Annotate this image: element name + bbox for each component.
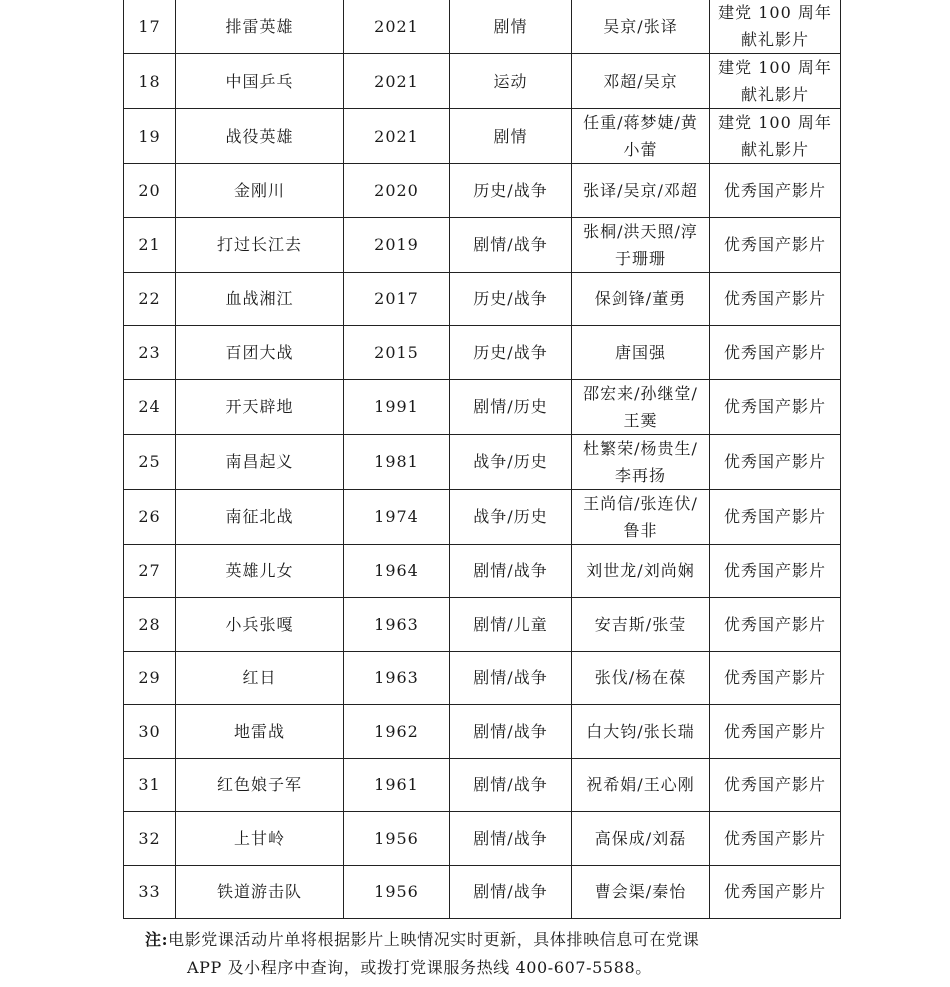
film-year: 1961: [344, 758, 450, 812]
film-genre: 历史/战争: [450, 272, 572, 326]
film-actors: 高保成/刘磊: [572, 812, 710, 866]
film-actors: 祝希娟/王心刚: [572, 758, 710, 812]
film-number: 28: [124, 598, 176, 652]
film-year: 2021: [344, 0, 450, 54]
film-note: 优秀国产影片: [710, 379, 841, 434]
film-note: 优秀国产影片: [710, 434, 841, 489]
table-row: [124, 109, 841, 164]
film-genre: 剧情/儿童: [450, 598, 572, 652]
table-row: [124, 54, 841, 109]
film-number: 19: [124, 109, 176, 164]
film-genre: 剧情/战争: [450, 812, 572, 866]
film-number: 23: [124, 326, 176, 380]
table-row: [124, 651, 841, 705]
film-actors: 保剑锋/董勇: [572, 272, 710, 326]
film-number: 26: [124, 489, 176, 544]
film-genre: 剧情/战争: [450, 865, 572, 919]
film-note: 优秀国产影片: [710, 758, 841, 812]
table-row: [124, 217, 841, 272]
film-actors: 曹会渠/秦怡: [572, 865, 710, 919]
film-title: 打过长江去: [176, 217, 344, 272]
film-title: 开天辟地: [176, 379, 344, 434]
film-title: 上甘岭: [176, 812, 344, 866]
film-actors: 张桐/洪天照/淳于珊珊: [572, 217, 710, 272]
film-note: 优秀国产影片: [710, 812, 841, 866]
footnote-line-2: APP 及小程序中查询，或拨打党课服务热线 400-607-5588。: [187, 958, 652, 977]
film-year: 2015: [344, 326, 450, 380]
film-title: 英雄儿女: [176, 544, 344, 598]
table-row: [124, 865, 841, 919]
film-number: 21: [124, 217, 176, 272]
table-row: [124, 164, 841, 218]
film-note: 优秀国产影片: [710, 272, 841, 326]
film-year: 2021: [344, 109, 450, 164]
film-genre: 运动: [450, 54, 572, 109]
film-actors: 王尚信/张连伏/鲁非: [572, 489, 710, 544]
film-actors: 唐国强: [572, 326, 710, 380]
film-number: 27: [124, 544, 176, 598]
film-actors: 邵宏来/孙继堂/王霙: [572, 379, 710, 434]
film-note: 优秀国产影片: [710, 544, 841, 598]
film-year: 1974: [344, 489, 450, 544]
film-year: 1964: [344, 544, 450, 598]
film-genre: 战争/历史: [450, 489, 572, 544]
footnote-line-1: 电影党课活动片单将根据影片上映情况实时更新，具体排映信息可在党课: [168, 930, 700, 949]
film-number: 29: [124, 651, 176, 705]
film-year: 1956: [344, 865, 450, 919]
film-actors: 邓超/吴京: [572, 54, 710, 109]
film-genre: 剧情/战争: [450, 758, 572, 812]
film-genre: 历史/战争: [450, 326, 572, 380]
film-title: 战役英雄: [176, 109, 344, 164]
film-year: 2020: [344, 164, 450, 218]
table-row: [124, 0, 841, 54]
film-title: 排雷英雄: [176, 0, 344, 54]
table-row: [124, 812, 841, 866]
film-note: 建党 100 周年献礼影片: [710, 0, 841, 54]
film-list-table: [123, 0, 841, 919]
film-title: 红日: [176, 651, 344, 705]
film-actors: 刘世龙/刘尚娴: [572, 544, 710, 598]
film-number: 30: [124, 705, 176, 759]
film-year: 1981: [344, 434, 450, 489]
film-number: 25: [124, 434, 176, 489]
film-number: 24: [124, 379, 176, 434]
film-note: 优秀国产影片: [710, 865, 841, 919]
film-actors: 杜繁荣/杨贵生/李再扬: [572, 434, 710, 489]
film-title: 小兵张嘎: [176, 598, 344, 652]
film-title: 百团大战: [176, 326, 344, 380]
film-title: 中国乒乓: [176, 54, 344, 109]
film-genre: 剧情/历史: [450, 379, 572, 434]
film-title: 南征北战: [176, 489, 344, 544]
film-genre: 战争/历史: [450, 434, 572, 489]
film-actors: 张伐/杨在葆: [572, 651, 710, 705]
film-year: 2019: [344, 217, 450, 272]
table-row: [124, 379, 841, 434]
film-genre: 剧情/战争: [450, 544, 572, 598]
film-year: 1963: [344, 598, 450, 652]
film-note: 建党 100 周年献礼影片: [710, 54, 841, 109]
film-note: 优秀国产影片: [710, 705, 841, 759]
table-row: [124, 544, 841, 598]
film-genre: 剧情/战争: [450, 651, 572, 705]
film-title: 红色娘子军: [176, 758, 344, 812]
footnote: [145, 926, 825, 982]
film-genre: 剧情: [450, 0, 572, 54]
film-actors: 吴京/张译: [572, 0, 710, 54]
film-note: 优秀国产影片: [710, 164, 841, 218]
film-note: 优秀国产影片: [710, 489, 841, 544]
film-year: 2017: [344, 272, 450, 326]
film-number: 18: [124, 54, 176, 109]
table-row: [124, 598, 841, 652]
table-row: [124, 489, 841, 544]
film-title: 铁道游击队: [176, 865, 344, 919]
film-year: 1956: [344, 812, 450, 866]
film-actors: 任重/蒋梦婕/黄小蕾: [572, 109, 710, 164]
film-actors: 张译/吴京/邓超: [572, 164, 710, 218]
footnote-label: 注:: [145, 930, 169, 949]
film-title: 地雷战: [176, 705, 344, 759]
film-genre: 剧情/战争: [450, 217, 572, 272]
film-genre: 剧情/战争: [450, 705, 572, 759]
film-actors: 白大钧/张长瑞: [572, 705, 710, 759]
film-genre: 历史/战争: [450, 164, 572, 218]
film-note: 优秀国产影片: [710, 217, 841, 272]
film-note: 优秀国产影片: [710, 651, 841, 705]
film-number: 22: [124, 272, 176, 326]
film-actors: 安吉斯/张莹: [572, 598, 710, 652]
film-genre: 剧情: [450, 109, 572, 164]
film-note: 建党 100 周年献礼影片: [710, 109, 841, 164]
film-title: 南昌起义: [176, 434, 344, 489]
film-number: 20: [124, 164, 176, 218]
film-number: 17: [124, 0, 176, 54]
film-note: 优秀国产影片: [710, 598, 841, 652]
film-year: 1962: [344, 705, 450, 759]
film-year: 2021: [344, 54, 450, 109]
table-row: [124, 705, 841, 759]
film-title: 血战湘江: [176, 272, 344, 326]
table-row: [124, 326, 841, 380]
film-number: 33: [124, 865, 176, 919]
film-number: 31: [124, 758, 176, 812]
film-year: 1963: [344, 651, 450, 705]
film-year: 1991: [344, 379, 450, 434]
table-row: [124, 758, 841, 812]
film-title: 金刚川: [176, 164, 344, 218]
table-row: [124, 434, 841, 489]
table-row: [124, 272, 841, 326]
film-number: 32: [124, 812, 176, 866]
film-note: 优秀国产影片: [710, 326, 841, 380]
film-list-body: [124, 0, 841, 919]
